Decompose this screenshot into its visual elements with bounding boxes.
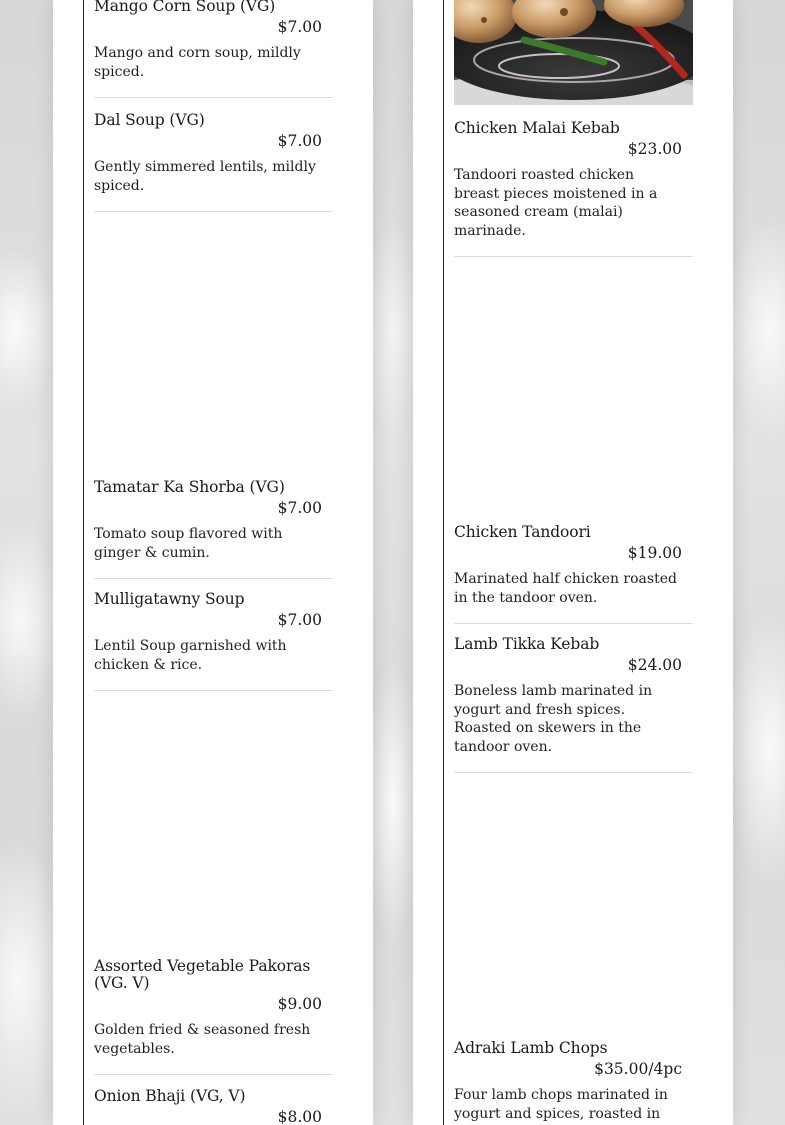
menu-item[interactable]	[454, 636, 693, 773]
menu-item-name: Adraki Lamb Chops	[454, 1039, 608, 1057]
menu-item-description: Mango and corn soup, mildly spiced.	[94, 45, 301, 80]
menu-item-price: $7.00	[277, 18, 322, 36]
menu-item-description: Tomato soup flavored with ginger & cumin.	[94, 526, 283, 561]
menu-item-name: Chicken Tandoori	[454, 523, 591, 541]
menu-item-name: Dal Soup (VG)	[94, 111, 205, 129]
menu-item-price: $23.00	[627, 140, 682, 158]
menu-item-name: Mango Corn Soup (VG)	[94, 0, 276, 15]
menu-item[interactable]	[94, 112, 333, 212]
menu-item[interactable]	[454, 120, 693, 257]
menu-item[interactable]	[94, 479, 333, 579]
menu-item-name: Onion Bhaji (VG, V)	[94, 1087, 246, 1105]
menu-item-name: Lamb Tikka Kebab	[454, 635, 600, 653]
menu-item-description: Gently simmered lentils, mildly spiced.	[94, 159, 316, 194]
tandoori-kebab-photo	[454, 0, 693, 105]
menu-item-description: Lentil Soup garnished with chicken & rice.	[94, 638, 287, 673]
menu-item-price: $19.00	[627, 544, 682, 562]
menu-item[interactable]	[454, 524, 693, 624]
menu-column-left	[53, 0, 373, 1125]
menu-item-price: $7.00	[277, 499, 322, 517]
column-divider-line	[443, 0, 444, 1125]
menu-item-name: Chicken Malai Kebab	[454, 119, 620, 137]
menu-item[interactable]	[94, 1088, 333, 1125]
column-divider-line	[83, 0, 84, 1125]
menu-item[interactable]	[94, 591, 333, 691]
menu-item-name: Mulligatawny Soup	[94, 590, 245, 608]
menu-item[interactable]	[454, 1040, 693, 1125]
menu-item-price: $7.00	[277, 132, 322, 150]
menu-item-description: Marinated half chicken roasted in the tandoor oven.	[454, 571, 677, 606]
menu-column-right	[413, 0, 733, 1125]
menu-item-price: $35.00/4pc	[594, 1060, 682, 1078]
menu-item-price: $8.00	[277, 1108, 322, 1125]
menu-item-description: Golden fried & seasoned fresh vegetables.	[94, 1022, 311, 1057]
menu-item-price: $7.00	[277, 611, 322, 629]
menu-item-description: Tandoori roasted chicken breast pieces moistened in a seasoned cream (malai) marinade.	[454, 167, 658, 239]
menu-item-name: Tamatar Ka Shorba (VG)	[94, 478, 285, 496]
menu-item-description: Four lamb chops marinated in yogurt and spices, roasted in	[454, 1087, 668, 1122]
menu-item[interactable]	[94, 0, 333, 98]
menu-item[interactable]	[94, 958, 333, 1075]
menu-item-price: $9.00	[277, 995, 322, 1013]
kebab-plate-illustration	[454, 0, 693, 105]
menu-item-price: $24.00	[627, 656, 682, 674]
menu-item-description: Boneless lamb marinated in yogurt and fresh spices. Roasted on skewers in the tandoor oven.	[454, 683, 653, 755]
menu-item-name: Assorted Vegetable Pakoras (VG. V)	[94, 957, 311, 992]
